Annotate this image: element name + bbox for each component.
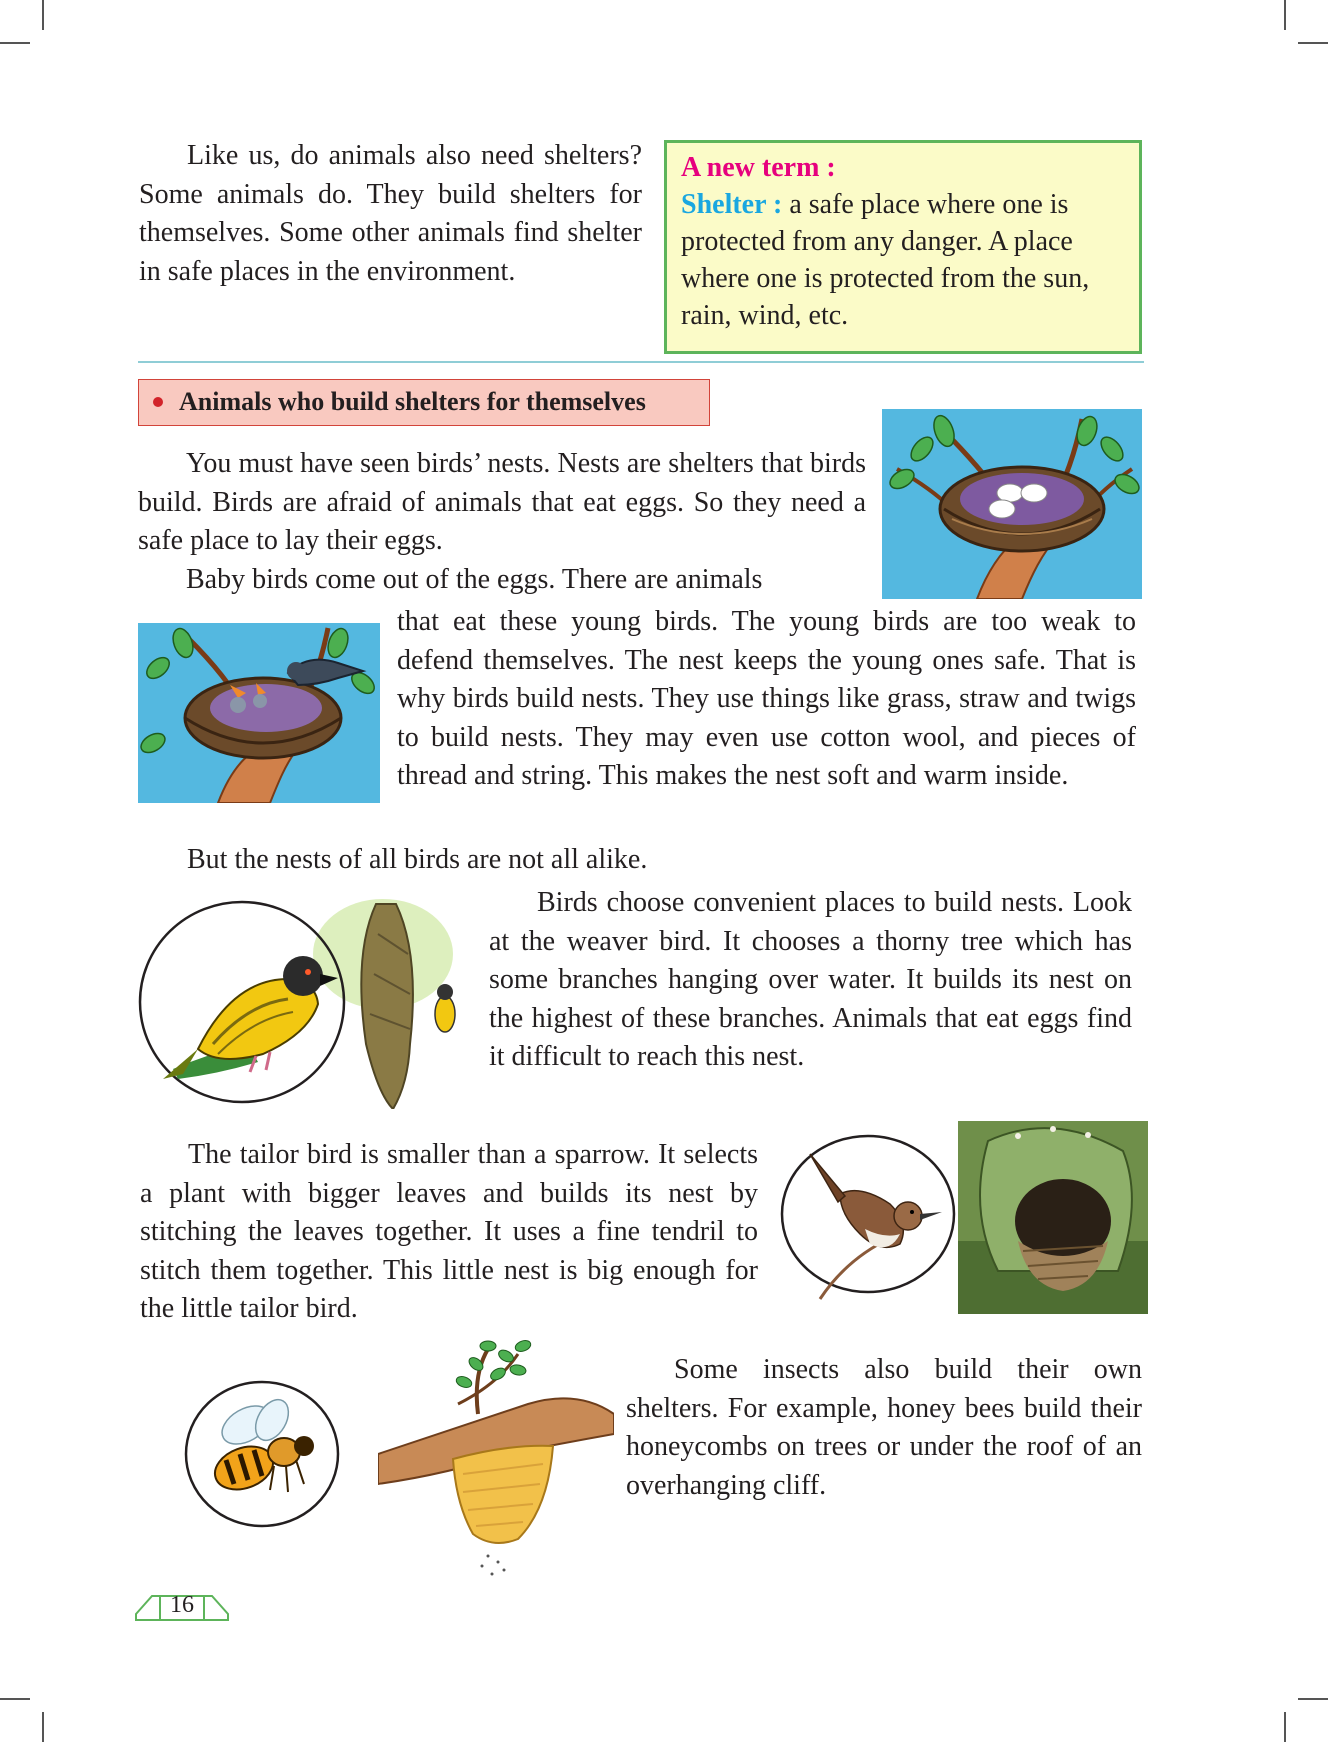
term-word: Shelter : — [681, 189, 783, 220]
intro-paragraph: Like us, do animals also need shelters? Some animals do. They build shelters for themselves. Some other animals find shelter in safe places in the environment. — [139, 140, 642, 287]
tailor-bird-picture — [780, 1134, 956, 1302]
section-heading — [138, 379, 710, 426]
new-term-heading: A new term : — [681, 152, 836, 183]
baby-birds-paragraph-start: Baby birds come out of the eggs. There are animals — [186, 564, 763, 595]
crop-mark — [0, 1698, 30, 1700]
weaver-bird-picture — [138, 894, 470, 1109]
page-number — [134, 1588, 230, 1622]
crop-mark — [1284, 1712, 1286, 1742]
crop-mark — [0, 42, 30, 44]
bullet-icon — [153, 397, 163, 407]
nests-paragraph: You must have seen birds’ nests. Nests are shelters that birds build. Birds are afraid of animals that eat eggs. So they need a safe place to lay their eggs. — [138, 448, 866, 556]
nests-not-alike-line: But the nests of all birds are not all alike. — [187, 844, 648, 875]
section-heading-text: Animals who build shelters for themselves — [179, 387, 646, 416]
term-definition — [681, 186, 1125, 334]
honey-bee-paragraph: Some insects also build their own shelters. For example, honey bees build their honeycombs on trees or under the roof of an overhanging cliff. — [626, 1354, 1142, 1501]
nest-with-young-birds-picture — [138, 623, 380, 803]
page-number-text: 16 — [170, 1592, 194, 1618]
tailor-bird-nest-picture — [958, 1121, 1148, 1314]
crop-mark — [42, 0, 44, 30]
baby-birds-paragraph-rest: that eat these young birds. The young birds are too weak to defend themselves. The nest keeps the young ones safe. That is why birds build nests. They use things like grass, straw and twigs to build nests. They may even use cotton wool, and pieces of thread and string. This makes the nest soft and warm inside. — [397, 606, 1136, 791]
weaver-bird-paragraph: Birds choose convenient places to build nests. Look at the weaver bird. It chooses a thorny tree which has some branches hanging over water. It builds its nest on the highest of these branches. Animals that eat eggs find it difficult to reach this nest. — [489, 887, 1132, 1072]
crop-mark — [42, 1712, 44, 1742]
crop-mark — [1284, 0, 1286, 30]
honeycomb-picture — [378, 1334, 614, 1578]
nest-with-eggs-picture — [882, 409, 1142, 599]
honey-bee-picture — [184, 1380, 340, 1528]
term-definition-text: a safe place where one is protected from any danger. A place where one is protected from the sun, rain, wind, etc. — [681, 189, 1090, 331]
crop-mark — [1298, 42, 1328, 44]
new-term-box — [664, 140, 1142, 354]
section-divider — [138, 361, 1144, 363]
tailor-bird-paragraph: The tailor bird is smaller than a sparrow. It selects a plant with bigger leaves and builds its nest by stitching the leaves together. It uses a fine tendril to stitch them together. This little nest is big enough for the little tailor bird. — [140, 1139, 758, 1324]
crop-mark — [1298, 1698, 1328, 1700]
